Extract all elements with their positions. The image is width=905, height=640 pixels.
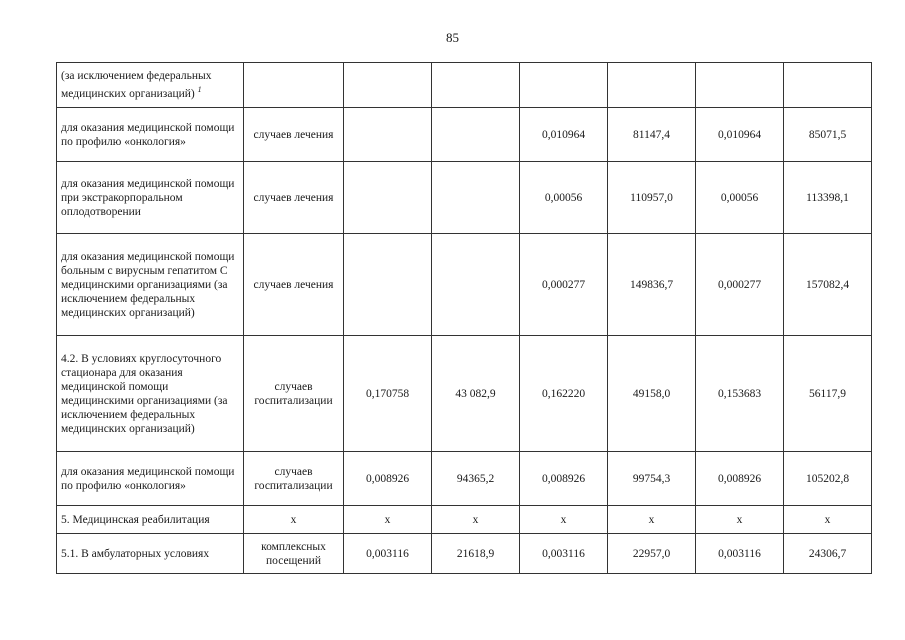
value-cell: 0,000277 <box>520 234 608 336</box>
value-cell <box>784 63 872 108</box>
value-cell <box>696 63 784 108</box>
value-cell <box>432 108 520 162</box>
value-cell: 113398,1 <box>784 162 872 234</box>
value-cell: 0,010964 <box>520 108 608 162</box>
unit-cell: х <box>244 506 344 534</box>
value-cell: 99754,3 <box>608 452 696 506</box>
table-row <box>57 108 872 162</box>
row-description: для оказания медицинской помощи при экстракорпоральном оплодотворении <box>57 162 244 234</box>
data-table <box>56 62 872 574</box>
value-cell <box>608 63 696 108</box>
row-description: для оказания медицинской помощи больным с вирусным гепатитом С медицинскими организациями (за исключением федеральных медицинских организаций) <box>57 234 244 336</box>
table-row <box>57 506 872 534</box>
table-row <box>57 534 872 574</box>
page-number: 85 <box>446 30 459 45</box>
value-cell: 110957,0 <box>608 162 696 234</box>
row-description: для оказания медицинской помощи по профилю «онкология» <box>57 452 244 506</box>
unit-cell <box>244 63 344 108</box>
unit-cell: случаев лечения <box>244 108 344 162</box>
value-cell: 0,008926 <box>520 452 608 506</box>
value-cell: 22957,0 <box>608 534 696 574</box>
value-cell <box>344 234 432 336</box>
value-cell: 56117,9 <box>784 336 872 452</box>
value-cell <box>344 108 432 162</box>
row-description: 4.2. В условиях круглосуточного стационара для оказания медицинской помощи медицинскими организациями (за исключением федеральных медицинских организаций) <box>57 336 244 452</box>
value-cell: х <box>608 506 696 534</box>
value-cell: 0,000277 <box>696 234 784 336</box>
value-cell: 49158,0 <box>608 336 696 452</box>
value-cell <box>432 234 520 336</box>
value-cell: 0,003116 <box>344 534 432 574</box>
value-cell: 94365,2 <box>432 452 520 506</box>
value-cell: 157082,4 <box>784 234 872 336</box>
value-cell: 24306,7 <box>784 534 872 574</box>
value-cell: 0,162220 <box>520 336 608 452</box>
unit-cell: комплексных посещений <box>244 534 344 574</box>
value-cell <box>520 63 608 108</box>
row-description: 5. Медицинская реабилитация <box>57 506 244 534</box>
value-cell <box>432 63 520 108</box>
table-row <box>57 162 872 234</box>
value-cell: 43 082,9 <box>432 336 520 452</box>
unit-cell: случаев госпитализации <box>244 452 344 506</box>
row-description <box>57 63 244 108</box>
value-cell: 0,003116 <box>696 534 784 574</box>
value-cell <box>344 162 432 234</box>
value-cell <box>432 162 520 234</box>
value-cell: 0,00056 <box>520 162 608 234</box>
value-cell: х <box>784 506 872 534</box>
value-cell: 0,153683 <box>696 336 784 452</box>
table-row <box>57 234 872 336</box>
value-cell: 21618,9 <box>432 534 520 574</box>
table-row <box>57 336 872 452</box>
value-cell: 105202,8 <box>784 452 872 506</box>
value-cell: 149836,7 <box>608 234 696 336</box>
row-description: 5.1. В амбулаторных условиях <box>57 534 244 574</box>
row-description-text: (за исключением федеральных медицинских организаций) <box>61 70 212 100</box>
footnote-marker: 1 <box>197 85 202 95</box>
value-cell: 0,003116 <box>520 534 608 574</box>
row-description: для оказания медицинской помощи по профилю «онкология» <box>57 108 244 162</box>
value-cell: х <box>432 506 520 534</box>
value-cell: 0,008926 <box>696 452 784 506</box>
value-cell: 0,008926 <box>344 452 432 506</box>
value-cell <box>344 63 432 108</box>
value-cell: 0,170758 <box>344 336 432 452</box>
unit-cell: случаев лечения <box>244 162 344 234</box>
value-cell: 0,00056 <box>696 162 784 234</box>
value-cell: 81147,4 <box>608 108 696 162</box>
value-cell: 0,010964 <box>696 108 784 162</box>
table-row <box>57 452 872 506</box>
table-row <box>57 63 872 108</box>
value-cell: х <box>696 506 784 534</box>
value-cell: х <box>344 506 432 534</box>
table-body <box>57 63 872 574</box>
value-cell: х <box>520 506 608 534</box>
unit-cell: случаев госпитализации <box>244 336 344 452</box>
value-cell: 85071,5 <box>784 108 872 162</box>
unit-cell: случаев лечения <box>244 234 344 336</box>
